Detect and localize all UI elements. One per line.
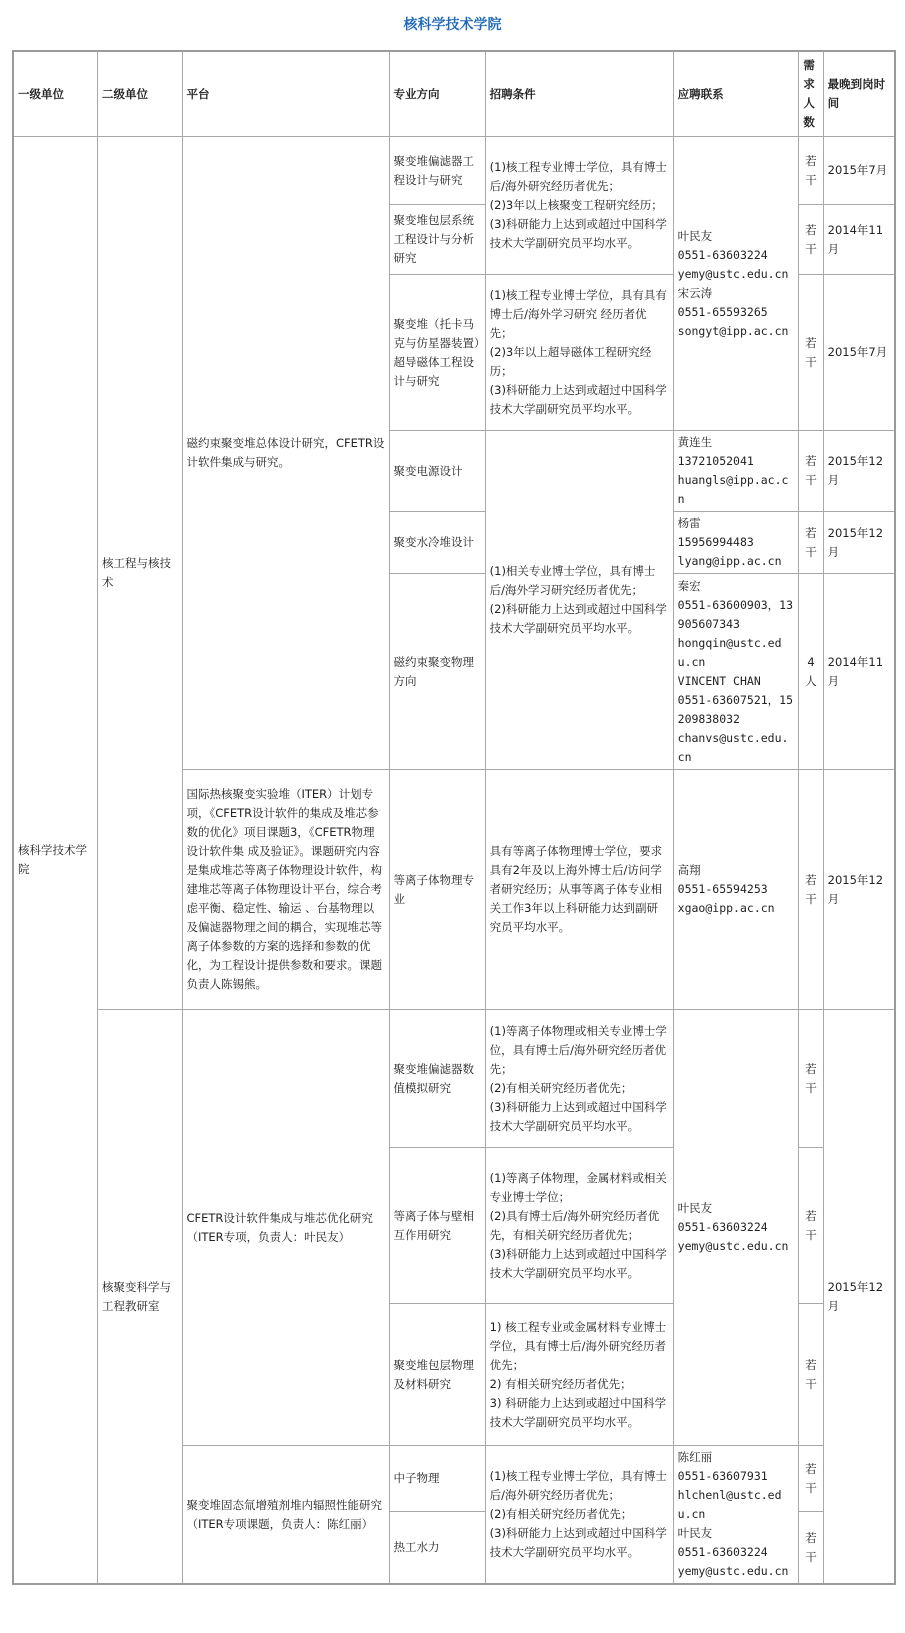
date-cell: 2015年12月 bbox=[823, 770, 895, 1010]
count-cell: 若干 bbox=[799, 275, 823, 431]
platform-cell: 磁约束聚变堆总体设计研究，CFETR设计软件集成与研究。 bbox=[182, 137, 389, 770]
direction-cell: 聚变堆包层系统工程设计与分析研究 bbox=[389, 205, 485, 275]
recruitment-table bbox=[12, 50, 896, 1585]
conditions-cell: (1)等离子体物理或相关专业博士学位，具有博士后/海外研究经历者优先； (2)有相关研究经历者优先； (3)科研能力上达到或超过中国科学技术大学副研究员平均水平。 bbox=[485, 1010, 673, 1148]
direction-cell: 聚变堆偏滤器工程设计与研究 bbox=[389, 137, 485, 205]
conditions-cell: (1)核工程专业博士学位，具有具有博士后/海外学习研究 经历者优先； (2)3年以上超导磁体工程研究经历； (3)科研能力上达到或超过中国科学技术大学副研究员平均水平。 bbox=[485, 275, 673, 431]
header-contact: 应聘联系 bbox=[673, 51, 799, 137]
contact-cell: 叶民友 0551-63603224 yemy@ustc.edu.cn 宋云涛 0551-65593265 songyt@ipp.ac.cn bbox=[673, 137, 799, 431]
direction-cell: 聚变堆（托卡马克与仿星器装置）超导磁体工程设计与研究 bbox=[389, 275, 485, 431]
count-cell: 若干 bbox=[799, 1304, 823, 1446]
table-row bbox=[13, 1010, 895, 1148]
date-cell: 2015年7月 bbox=[823, 275, 895, 431]
count-cell: 若干 bbox=[799, 431, 823, 512]
header-row bbox=[13, 51, 895, 137]
header-count: 需求人数 bbox=[799, 51, 823, 137]
count-cell: 4人 bbox=[799, 574, 823, 770]
platform-cell: 国际热核聚变实验堆（ITER）计划专项，《CFETR设计软件的集成及堆芯参数的优化》项目课题3，《CFETR物理设计软件集 成及验证》。课题研究内容是集成堆芯等离子体物理设计软件，构建堆芯等离子体物理设计平台，综合考虑平衡、稳定性、输运 、台基物理以及偏滤器物理之间的耦合，实现堆芯等离子体参数的方案的选择和参数的优化，为工程设计提供参数和要求。课题 负责人陈锡熊。 bbox=[182, 770, 389, 1010]
count-cell: 若干 bbox=[799, 205, 823, 275]
direction-cell: 聚变电源设计 bbox=[389, 431, 485, 512]
conditions-cell: 具有等离子体物理博士学位，要求具有2年及以上海外博士后/访问学者研究经历；从事等离子体专业相关工作3年以上科研能力达到副研究员平均水平。 bbox=[485, 770, 673, 1010]
contact-cell: 高翔 0551-65594253 xgao@ipp.ac.cn bbox=[673, 770, 799, 1010]
count-cell: 若干 bbox=[799, 137, 823, 205]
header-platform: 平台 bbox=[182, 51, 389, 137]
contact-cell: 陈红丽 0551-63607931 hlchenl@ustc.edu.cn 叶民友 0551-63603224 yemy@ustc.edu.cn bbox=[673, 1446, 799, 1585]
header-unit2: 二级单位 bbox=[98, 51, 183, 137]
count-cell: 若干 bbox=[799, 1512, 823, 1584]
date-cell: 2014年11月 bbox=[823, 574, 895, 770]
sub-unit-cell: 核聚变科学与工程教研室 bbox=[98, 1010, 183, 1585]
contact-cell: 黄连生 13721052041 huangls@ipp.ac.cn bbox=[673, 431, 799, 512]
direction-cell: 聚变堆偏滤器数值模拟研究 bbox=[389, 1010, 485, 1148]
count-cell: 若干 bbox=[799, 1010, 823, 1148]
table-row bbox=[13, 137, 895, 205]
contact-cell: 叶民友 0551-63603224 yemy@ustc.edu.cn bbox=[673, 1010, 799, 1446]
direction-cell: 等离子体物理专业 bbox=[389, 770, 485, 1010]
header-unit1: 一级单位 bbox=[13, 51, 98, 137]
header-date: 最晚到岗时间 bbox=[823, 51, 895, 137]
conditions-cell: (1)等离子体物理，金属材料或相关专业博士学位； (2)具有博士后/海外研究经历者优先，有相关研究经历者优先； (3)科研能力上达到或超过中国科学技术大学副研究员平均水平。 bbox=[485, 1148, 673, 1304]
sub-unit-cell: 核工程与核技术 bbox=[98, 137, 183, 1010]
header-direction: 专业方向 bbox=[389, 51, 485, 137]
conditions-cell: (1)相关专业博士学位，具有博士后/海外学习研究经历者优先； (2)科研能力上达到或超过中国科学技术大学副研究员平均水平。 bbox=[485, 431, 673, 770]
conditions-cell: (1)核工程专业博士学位，具有博士后/海外研究经历者优先； (2)3年以上核聚变工程研究经历； (3)科研能力上达到或超过中国科学技术大学副研究员平均水平。 bbox=[485, 137, 673, 275]
conditions-cell: (1)核工程专业博士学位，具有博士后/海外研究经历者优先； (2)有相关研究经历者优先； (3)科研能力上达到或超过中国科学技术大学副研究员平均水平。 bbox=[485, 1446, 673, 1585]
date-cell: 2015年12月 bbox=[823, 512, 895, 574]
date-cell: 2014年11月 bbox=[823, 205, 895, 275]
direction-cell: 聚变堆包层物理及材料研究 bbox=[389, 1304, 485, 1446]
header-conditions: 招聘条件 bbox=[485, 51, 673, 137]
date-cell: 2015年12月 bbox=[823, 1010, 895, 1585]
count-cell: 若干 bbox=[799, 512, 823, 574]
contact-cell: 杨雷 15956994483 lyang@ipp.ac.cn bbox=[673, 512, 799, 574]
platform-cell: CFETR设计软件集成与堆芯优化研究（ITER专项，负责人：叶民友） bbox=[182, 1010, 389, 1446]
direction-cell: 聚变水冷堆设计 bbox=[389, 512, 485, 574]
direction-cell: 磁约束聚变物理方向 bbox=[389, 574, 485, 770]
date-cell: 2015年7月 bbox=[823, 137, 895, 205]
count-cell: 若干 bbox=[799, 770, 823, 1010]
direction-cell: 中子物理 bbox=[389, 1446, 485, 1512]
count-cell: 若干 bbox=[799, 1148, 823, 1304]
direction-cell: 热工水力 bbox=[389, 1512, 485, 1584]
contact-cell: 秦宏 0551-63600903，13905607343 hongqin@ustc.edu.cn VINCENT CHAN 0551-63607521，15209838032 chanvs@ustc.edu.cn bbox=[673, 574, 799, 770]
page-title: 核科学技术学院 bbox=[403, 17, 502, 33]
direction-cell: 等离子体与壁相互作用研究 bbox=[389, 1148, 485, 1304]
platform-cell: 聚变堆固态氚增殖剂堆内辐照性能研究（ITER专项课题，负责人：陈红丽） bbox=[182, 1446, 389, 1585]
unit1-cell: 核科学技术学院 bbox=[13, 137, 98, 1585]
count-cell: 若干 bbox=[799, 1446, 823, 1512]
date-cell: 2015年12月 bbox=[823, 431, 895, 512]
conditions-cell: 1) 核工程专业或金属材料专业博士学位，具有博士后/海外研究经历者优先； 2) 有相关研究经历者优先； 3) 科研能力上达到或超过中国科学技术大学副研究员平均水平。 bbox=[485, 1304, 673, 1446]
